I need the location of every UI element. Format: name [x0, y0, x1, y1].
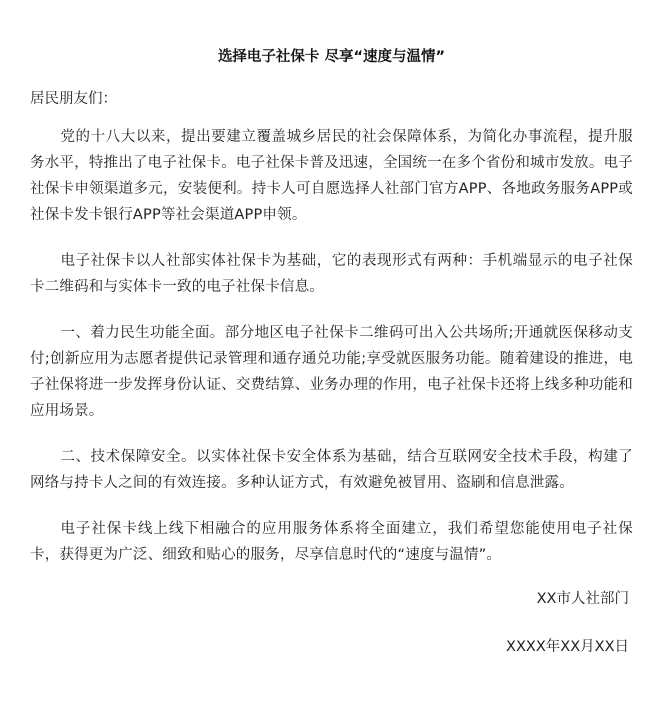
paragraph-intro: 党的十八大以来，提出要建立覆盖城乡居民的社会保障体系，为简化办事流程，提升服务水平，特推出了电子社保卡。电子社保卡普及迅速，全国统一在多个省份和城市发放。电子社保卡申领渠道多元，安装便利。持卡人可自愿选择人社部门官方APP、各地政务服务APP或社保卡发卡银行APP等社会渠道APP申领。 [30, 129, 633, 223]
paragraph-security: 二、技术保障安全。以实体社保卡安全体系为基础，结合互联网安全技术手段，构建了网络与持卡人之间的有效连接。多种认证方式，有效避免被冒用、盗刷和信息泄露。 [30, 449, 633, 491]
paragraph-functions: 一、着力民生功能全面。部分地区电子社保卡二维码可出入公共场所;开通就医保移动支付;创新应用为志愿者提供记录管理和通存通兑功能;享受就医服务功能。随着建设的推进，电子社保将进一步发挥身份认证、交费结算、业务办理的作用，电子社保卡还将上线多种功能和应用场景。 [30, 325, 633, 419]
signature-organization: XX市人社部门 [536, 591, 629, 607]
document-title: 选择电子社保卡 尽享“速度与温情” [217, 49, 446, 65]
paragraph-forms: 电子社保卡以人社部实体社保卡为基础，它的表现形式有两种：手机端显示的电子社保卡二维码和与实体卡一致的电子社保卡信息。 [30, 253, 633, 295]
paragraph-closing: 电子社保卡线上线下相融合的应用服务体系将全面建立，我们希望您能使用电子社保卡，获得更为广泛、细致和贴心的服务，尽享信息时代的“速度与温情”。 [30, 521, 633, 563]
greeting: 居民朋友们： [30, 91, 117, 107]
signature-date: XXXX年XX月XX日 [506, 639, 629, 655]
